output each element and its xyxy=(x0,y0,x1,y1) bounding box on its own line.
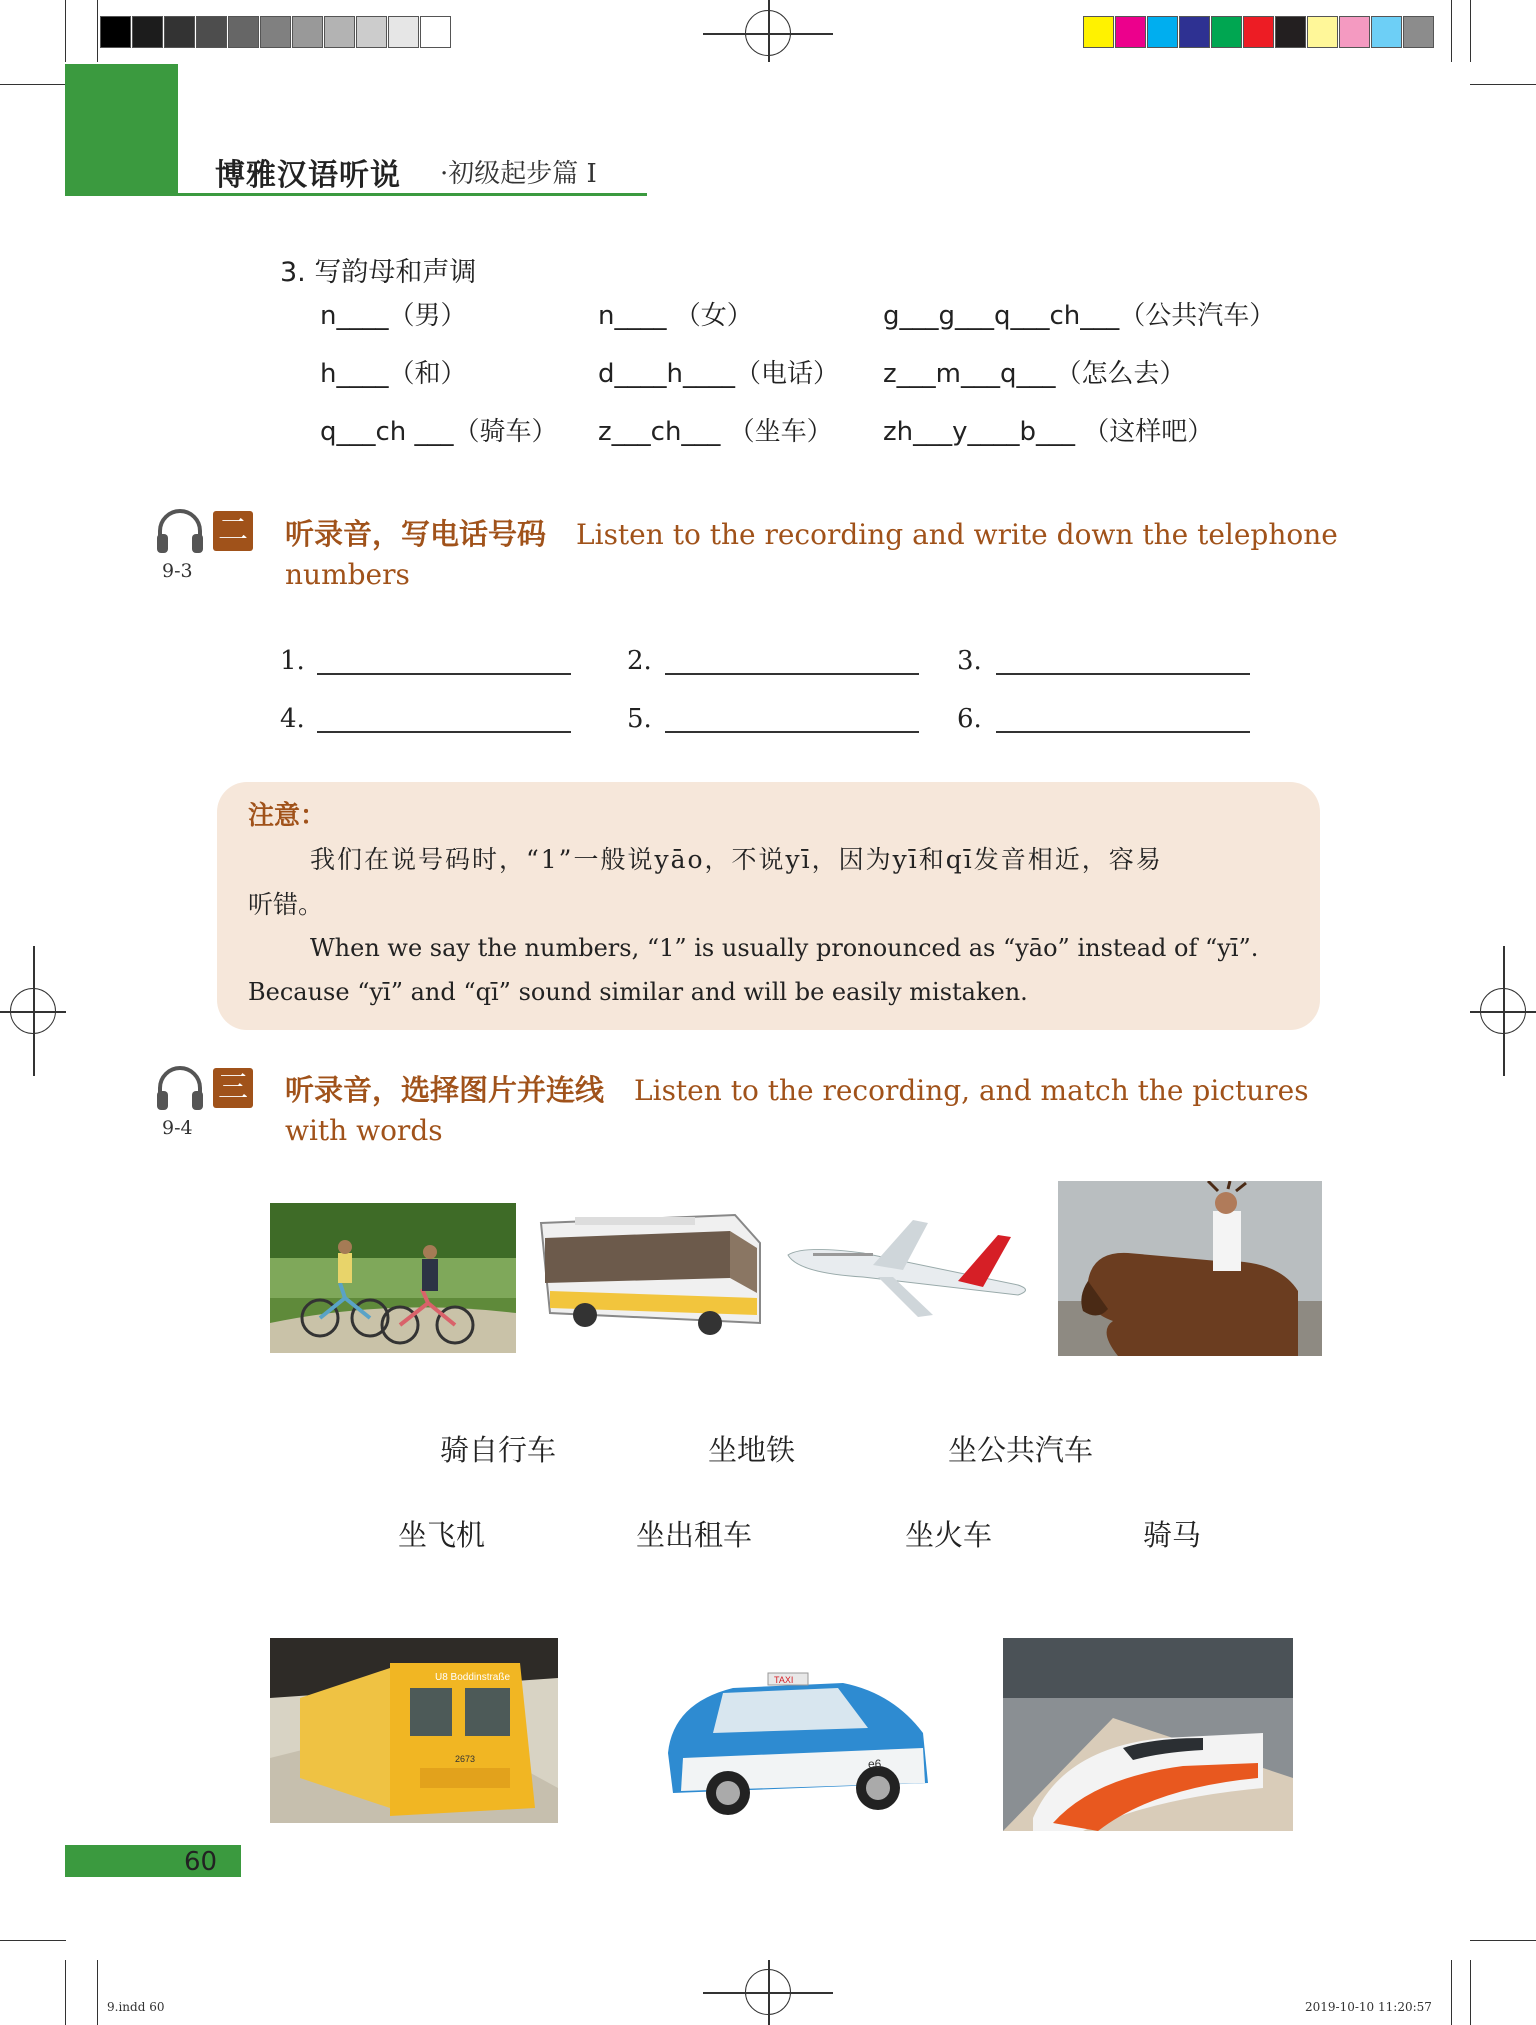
section-title-zh: 听录音，写电话号码 xyxy=(285,517,547,551)
blank-number: 4. xyxy=(280,704,305,734)
section-number: 三 xyxy=(213,1068,253,1108)
color-swatch xyxy=(1115,16,1146,48)
blank-number: 6. xyxy=(957,704,982,734)
pinyin-item: zh___y____b___ （这样吧） xyxy=(883,417,1214,447)
note-text-zh: 听错。 xyxy=(248,890,324,919)
book-title: 博雅汉语听说 xyxy=(215,158,401,193)
answer-blank-2[interactable] xyxy=(665,673,919,675)
crop-mark xyxy=(65,0,66,62)
headphones-icon[interactable] xyxy=(154,1062,206,1114)
section-title-zh: 听录音，选择图片并连线 xyxy=(285,1073,605,1107)
taxi-model-text: e6 xyxy=(868,1757,882,1771)
match-word[interactable]: 坐飞机 xyxy=(398,1518,486,1552)
picture-bicycles[interactable] xyxy=(270,1203,516,1353)
picture-high-speed-train[interactable] xyxy=(1003,1638,1293,1831)
track-number: 9-3 xyxy=(162,560,193,582)
track-number: 9-4 xyxy=(162,1117,193,1139)
answer-blank-4[interactable] xyxy=(317,731,571,733)
color-swatch xyxy=(388,16,419,48)
blank-number: 3. xyxy=(957,646,982,676)
section-title-en: Listen to the recording and write down the telephone xyxy=(576,518,1338,551)
match-word[interactable]: 骑自行车 xyxy=(440,1433,557,1467)
color-swatch xyxy=(1211,16,1242,48)
crop-mark xyxy=(97,0,98,62)
picture-subway[interactable] xyxy=(270,1638,558,1823)
page-number: 60 xyxy=(184,1847,218,1877)
color-swatch xyxy=(164,16,195,48)
color-swatch xyxy=(1147,16,1178,48)
color-swatch xyxy=(1403,16,1434,48)
blank-number: 5. xyxy=(627,704,652,734)
crop-mark xyxy=(0,1940,66,1941)
color-swatch xyxy=(1339,16,1370,48)
color-swatch xyxy=(1307,16,1338,48)
blank-number: 1. xyxy=(280,646,305,676)
picture-taxi[interactable] xyxy=(653,1633,943,1828)
color-swatch xyxy=(1179,16,1210,48)
color-swatch xyxy=(196,16,227,48)
color-swatch xyxy=(324,16,355,48)
color-swatch xyxy=(1243,16,1274,48)
note-text-en: Because “yī” and “qī” sound similar and will be easily mistaken. xyxy=(248,978,1028,1006)
pinyin-item: z___m___q___（怎么去） xyxy=(883,359,1186,389)
section-number: 二 xyxy=(213,511,253,551)
color-swatch xyxy=(292,16,323,48)
blank-number: 2. xyxy=(627,646,652,676)
picture-bus[interactable] xyxy=(535,1203,765,1358)
pinyin-item: z___ch___ （坐车） xyxy=(598,417,833,447)
color-swatch xyxy=(228,16,259,48)
note-title: 注意： xyxy=(248,801,327,831)
note-text-en: When we say the numbers, “1” is usually pronounced as “yāo” instead of “yī”. xyxy=(310,934,1259,962)
pinyin-item: h____（和） xyxy=(320,359,467,389)
headphones-icon[interactable] xyxy=(154,505,206,557)
color-swatch xyxy=(1275,16,1306,48)
print-timestamp: 2019-10-10 11:20:57 xyxy=(1305,2000,1432,2014)
crop-mark xyxy=(0,84,66,85)
section-title-en: Listen to the recording, and match the pictures xyxy=(634,1074,1309,1107)
crop-mark xyxy=(1470,1940,1536,1941)
section-title-en-cont: with words xyxy=(285,1114,443,1147)
color-swatch xyxy=(1083,16,1114,48)
match-word[interactable]: 坐火车 xyxy=(905,1518,993,1552)
pinyin-item: d____h____（电话） xyxy=(598,359,839,389)
file-info: 9.indd 60 xyxy=(107,2000,165,2014)
note-text-zh: 我们在说号码时，“1”一般说yāo，不说yī，因为yī和qī发音相近，容易 xyxy=(310,845,1163,874)
color-swatch xyxy=(260,16,291,48)
match-word[interactable]: 坐公共汽车 xyxy=(948,1433,1094,1467)
section-title xyxy=(285,512,1338,553)
color-swatch xyxy=(132,16,163,48)
pinyin-item: g___g___q___ch___（公共汽车） xyxy=(883,301,1276,331)
color-swatch xyxy=(420,16,451,48)
header-color-block xyxy=(65,64,178,196)
answer-blank-5[interactable] xyxy=(665,731,919,733)
answer-blank-6[interactable] xyxy=(996,731,1250,733)
crop-mark xyxy=(1470,0,1471,62)
picture-horse-riding[interactable] xyxy=(1058,1181,1322,1356)
match-word[interactable]: 骑马 xyxy=(1143,1518,1202,1552)
section-title xyxy=(285,1068,1309,1109)
pinyin-item: q___ch ___（骑车） xyxy=(320,417,558,447)
color-swatch xyxy=(100,16,131,48)
match-word[interactable]: 坐出租车 xyxy=(636,1518,753,1552)
picture-airplane[interactable] xyxy=(783,1215,1038,1330)
crop-mark xyxy=(1470,84,1536,85)
crop-mark xyxy=(1451,1960,1452,2025)
crop-mark xyxy=(1451,0,1452,62)
match-word[interactable]: 坐地铁 xyxy=(708,1433,796,1467)
answer-blank-1[interactable] xyxy=(317,673,571,675)
crop-mark xyxy=(1470,1960,1471,2025)
book-subtitle: ·初级起步篇 I xyxy=(440,159,597,189)
color-swatch xyxy=(1371,16,1402,48)
bus-sign-text: U8 Boddinstraße xyxy=(435,1672,511,1683)
answer-blank-3[interactable] xyxy=(996,673,1250,675)
color-swatch xyxy=(356,16,387,48)
exercise-heading: 3. 写韵母和声调 xyxy=(280,257,477,288)
taxi-badge-text: TAXI xyxy=(774,1675,794,1685)
pinyin-item: n____ （女） xyxy=(598,301,753,331)
crop-mark xyxy=(65,1960,66,2025)
section-title-en-cont: numbers xyxy=(285,558,410,591)
pinyin-item: n____（男） xyxy=(320,301,467,331)
crop-mark xyxy=(97,1960,98,2025)
train-number-text: 2673 xyxy=(455,1754,476,1764)
